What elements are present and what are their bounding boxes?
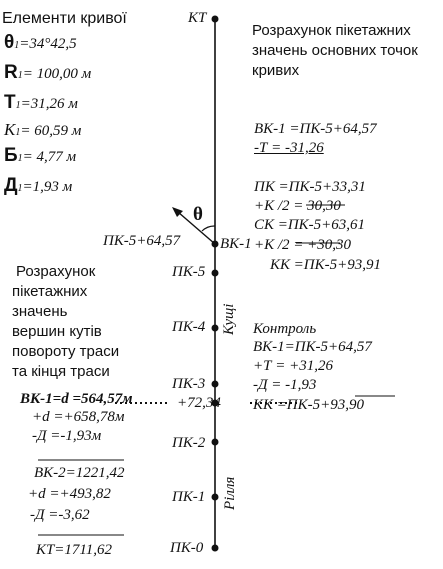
station-kt: [212, 16, 219, 23]
k-value: = 60,59 м: [20, 123, 82, 139]
station-pk0: [212, 545, 219, 552]
station-pk2: [212, 439, 219, 446]
angle-arc: [202, 226, 215, 231]
vk1-pk-label: ПК-5+64,57: [103, 233, 181, 249]
left-d3: +d =+493,82: [28, 486, 111, 502]
right-row-7: КК =ПК-5+93,91: [270, 257, 381, 273]
control-row-3: -Д = -1,93: [253, 377, 317, 393]
station-pk5: [212, 270, 219, 277]
right-row-6: +К /2 = +30,30: [254, 237, 351, 253]
right-row-3: ПК =ПК-5+33,31: [254, 179, 366, 195]
right-title-1: Розрахунок пікетажних: [252, 22, 411, 39]
left-d2: +d =+658,78м: [32, 409, 125, 425]
right-title-3: кривих: [252, 62, 300, 79]
r-value: = 100,00 м: [22, 66, 92, 82]
kushchi-label: Кущі: [221, 303, 237, 335]
left-title-5: повороту траси: [12, 343, 120, 360]
b-row: Б1= 4,77 м: [4, 145, 77, 166]
pk0-label: ПК-0: [170, 540, 204, 556]
left-vk1: ВК-1=d =564,57м: [20, 391, 133, 407]
pk5-label: ПК-5: [172, 264, 206, 280]
pk2-label: ПК-2: [172, 435, 206, 451]
rillia-label: Рілля: [222, 476, 238, 510]
d-row: Д1=1,93 м: [4, 175, 73, 196]
station-pk4: [212, 325, 219, 332]
control-row-1: ВК-1=ПК-5+64,57: [253, 339, 372, 355]
theta-value: =34°42,5: [19, 36, 77, 52]
t-row: T1=31,26 м: [4, 92, 78, 113]
left-title-6: та кінця траси: [12, 363, 110, 380]
station-pk1: [212, 494, 219, 501]
left-title-2: пікетажних: [12, 283, 88, 300]
left-d1: -Д =-1,93м: [32, 428, 102, 444]
b-symbol: Б: [4, 145, 18, 166]
left-title-4: вершин кутів: [12, 323, 102, 340]
right-title-2: значень основних точок: [252, 42, 418, 59]
right-row-4: +К /2 = 30,30: [254, 198, 341, 214]
k-symbol: K: [4, 120, 16, 139]
pk4-label: ПК-4: [172, 319, 206, 335]
vk1-label: ВК-1: [220, 236, 252, 252]
r-row: R1= 100,00 м: [4, 62, 92, 83]
left-kt: КТ=1711,62: [36, 542, 113, 558]
control-row-2: +Т = +31,26: [253, 358, 333, 374]
elements-heading: Елементи кривої: [2, 10, 127, 27]
station-pk3: [212, 381, 219, 388]
control-row-4: КК =ПК-5+93,90: [253, 397, 364, 413]
control-title: Контроль: [253, 321, 317, 337]
left-vk2: ВК-2=1221,42: [34, 465, 125, 481]
left-d2b: -Д =-3,62: [30, 507, 90, 523]
right-row-1: ВК-1 =ПК-5+64,57: [254, 121, 377, 137]
pk1-label: ПК-1: [172, 489, 206, 505]
t-value: =31,26 м: [20, 96, 78, 112]
theta-label: θ: [193, 204, 203, 225]
t-symbol: T: [4, 92, 16, 113]
left-title-3: значень: [12, 303, 68, 320]
d-symbol: Д: [4, 175, 18, 196]
right-row-2: -Т = -31,26: [254, 140, 324, 156]
k-row: K1= 60,59 м: [4, 120, 82, 139]
b-value: = 4,77 м: [22, 149, 77, 165]
right-row-5: СК =ПК-5+63,61: [254, 217, 365, 233]
r-symbol: R: [4, 62, 18, 83]
kt-label: КТ: [188, 10, 207, 26]
pk3-label: ПК-3: [172, 376, 206, 392]
theta-row: θ1=34°42,5: [4, 32, 77, 53]
theta-symbol: θ: [4, 32, 15, 53]
pk3-plus-label: +72,34: [177, 395, 221, 411]
d-value: =1,93 м: [22, 179, 73, 195]
left-title-1: Розрахунок: [16, 263, 96, 280]
